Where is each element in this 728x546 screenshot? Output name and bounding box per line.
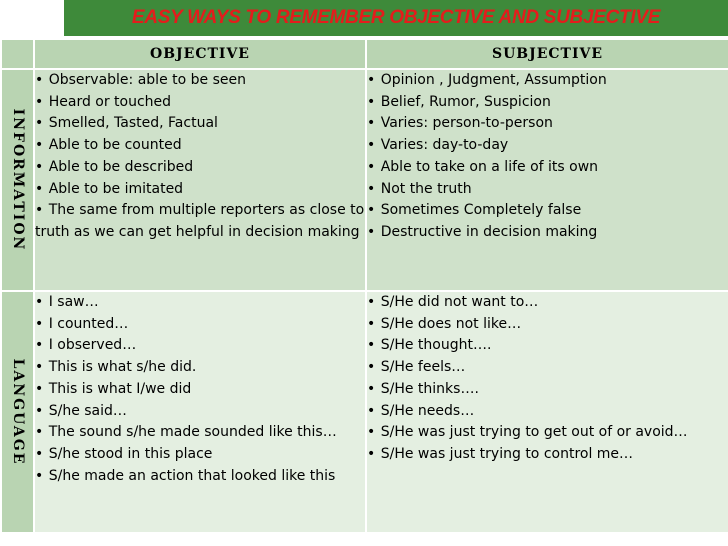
bullet-marker: • (367, 202, 376, 219)
list-item-text: S/He needs… (380, 402, 475, 419)
list-item-text: S/He feels… (380, 359, 466, 376)
list-item (35, 379, 365, 401)
list-item-text: S/He does not like… (380, 315, 522, 332)
list-item (35, 292, 365, 314)
bullet-marker: • (35, 315, 44, 332)
bullet-marker: • (35, 115, 44, 132)
list-item (367, 379, 728, 401)
list-item-text: The same from multiple reporters as close to truth as we can get helpful in decision making (35, 202, 365, 240)
language-row (1, 291, 728, 533)
list-item (367, 70, 728, 92)
list-item (35, 422, 365, 444)
list-item (367, 335, 728, 357)
bullet-list (367, 70, 728, 244)
bullet-marker: • (367, 180, 376, 197)
bullet-marker: • (367, 158, 376, 175)
list-item-text: Destructive in decision making (380, 223, 598, 240)
bullet-marker: • (35, 380, 44, 397)
information-subjective-cell (366, 69, 728, 291)
list-item-text: Heard or touched (48, 93, 172, 110)
list-item (367, 200, 728, 222)
list-item-text: S/He was just trying to control me… (380, 445, 634, 462)
list-item-text: Not the truth (380, 180, 472, 197)
list-item-text: Belief, Rumor, Suspicion (380, 93, 551, 110)
corner-cell (1, 39, 34, 69)
bullet-marker: • (367, 137, 376, 154)
list-item (367, 92, 728, 114)
list-item (35, 335, 365, 357)
bullet-marker: • (367, 445, 376, 462)
bullet-marker: • (367, 115, 376, 132)
bullet-marker: • (367, 315, 376, 332)
list-item (35, 135, 365, 157)
bullet-marker: • (35, 467, 44, 484)
bullet-marker: • (367, 359, 376, 376)
list-item-text: S/He thought…. (380, 337, 492, 354)
page-title: EASY WAYS TO REMEMBER OBJECTIVE AND SUBJECTIVE (131, 7, 661, 28)
list-item (35, 179, 365, 201)
list-item-text: This is what I/we did (48, 380, 192, 397)
bullet-marker: • (367, 424, 376, 441)
list-item (367, 113, 728, 135)
row-label-information: INFORMATION (9, 108, 26, 252)
list-item (35, 357, 365, 379)
list-item-text: I observed… (48, 337, 137, 354)
list-item-text: The sound s/he made sounded like this… (48, 424, 337, 441)
list-item (367, 222, 728, 244)
bullet-marker: • (367, 402, 376, 419)
bullet-marker: • (35, 294, 44, 310)
list-item-text: S/He thinks…. (380, 380, 479, 397)
bullet-marker: • (367, 72, 376, 88)
list-item-text: I counted… (48, 315, 129, 332)
information-objective-cell (34, 69, 366, 291)
list-item-text: S/he said… (48, 402, 127, 419)
column-header-subjective: SUBJECTIVE (366, 39, 728, 69)
list-item (367, 314, 728, 336)
list-item (35, 70, 365, 92)
language-subjective-cell (366, 291, 728, 533)
list-item (35, 401, 365, 423)
list-item-text: This is what s/he did. (48, 359, 197, 376)
bullet-list (367, 292, 728, 466)
list-item (35, 200, 365, 243)
bullet-list (35, 70, 365, 244)
list-item-text: S/he made an action that looked like this (48, 467, 336, 484)
list-item (367, 357, 728, 379)
bullet-marker: • (35, 202, 44, 219)
list-item-text: S/he stood in this place (48, 445, 213, 462)
list-item-text: Able to be described (48, 158, 194, 175)
bullet-list (35, 292, 365, 487)
bullet-marker: • (367, 337, 376, 354)
row-header-language (1, 291, 34, 533)
bullet-marker: • (367, 93, 376, 110)
bullet-marker: • (35, 93, 44, 110)
list-item (35, 157, 365, 179)
list-item-text: Observable: able to be seen (48, 72, 246, 88)
bullet-marker: • (35, 137, 44, 154)
bullet-marker: • (35, 445, 44, 462)
list-item-text: Able to take on a life of its own (380, 158, 599, 175)
bullet-marker: • (35, 180, 44, 197)
list-item (35, 92, 365, 114)
list-item-text: Able to be imitated (48, 180, 184, 197)
bullet-marker: • (35, 359, 44, 376)
bullet-marker: • (367, 380, 376, 397)
list-item-text: I saw… (48, 294, 99, 310)
language-objective-cell (34, 291, 366, 533)
bullet-marker: • (35, 424, 44, 441)
comparison-table (0, 38, 728, 534)
list-item-text: Able to be counted (48, 137, 182, 154)
bullet-marker: • (35, 402, 44, 419)
list-item (35, 314, 365, 336)
list-item-text: S/He was just trying to get out of or avoid… (380, 424, 688, 441)
list-item-text: S/He did not want to… (380, 294, 539, 310)
bullet-marker: • (367, 223, 376, 240)
list-item-text: Smelled, Tasted, Factual (48, 115, 218, 132)
bullet-marker: • (35, 337, 44, 354)
bullet-marker: • (35, 158, 44, 175)
header-row (1, 39, 728, 69)
list-item (367, 444, 728, 466)
list-item (367, 401, 728, 423)
bullet-marker: • (35, 72, 44, 88)
list-item-text: Varies: person-to-person (380, 115, 553, 132)
list-item (367, 157, 728, 179)
row-label-language: LANGUAGE (9, 358, 26, 466)
list-item (367, 422, 728, 444)
list-item (367, 292, 728, 314)
list-item (367, 135, 728, 157)
information-row (1, 69, 728, 291)
list-item (35, 444, 365, 466)
list-item-text: Varies: day-to-day (380, 137, 509, 154)
title-bar (64, 0, 728, 36)
list-item (35, 466, 365, 488)
bullet-marker: • (367, 294, 376, 310)
column-header-objective: OBJECTIVE (34, 39, 366, 69)
list-item (35, 113, 365, 135)
list-item-text: Opinion , Judgment, Assumption (380, 72, 607, 88)
row-header-information (1, 69, 34, 291)
list-item (367, 179, 728, 201)
list-item-text: Sometimes Completely false (380, 202, 582, 219)
